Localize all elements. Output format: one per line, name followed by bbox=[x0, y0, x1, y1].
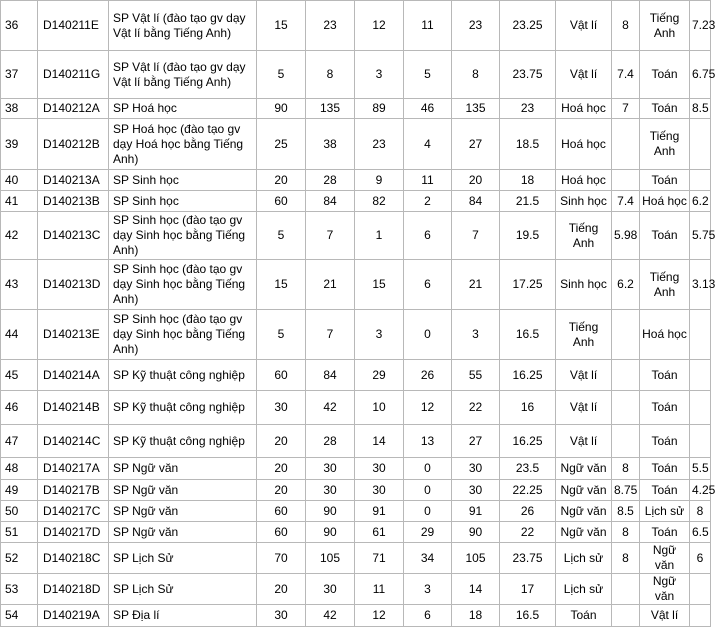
row-number-cell: 49 bbox=[1, 480, 38, 501]
quota-cell: 60 bbox=[257, 191, 306, 212]
admitted-1-cell: 3 bbox=[355, 51, 404, 99]
row-number-cell: 43 bbox=[1, 260, 38, 310]
admitted-total-cell: 20 bbox=[452, 170, 500, 191]
course-name-cell: SP Ngữ văn bbox=[109, 458, 257, 480]
subject-2-cell: Tiếng Anh bbox=[640, 260, 690, 310]
subject-2-cell: Toán bbox=[640, 391, 690, 425]
subject-2-score-cell bbox=[690, 119, 711, 170]
admitted-total-cell: 84 bbox=[452, 191, 500, 212]
table-row bbox=[1, 51, 711, 99]
row-number-cell: 37 bbox=[1, 51, 38, 99]
subject-1-score-cell: 8 bbox=[612, 1, 640, 51]
course-code-cell: D140219A bbox=[38, 605, 109, 627]
course-name-cell: SP Sinh học bbox=[109, 191, 257, 212]
admitted-2-cell: 11 bbox=[404, 1, 452, 51]
course-code-cell: D140217B bbox=[38, 480, 109, 501]
course-code-cell: D140218D bbox=[38, 574, 109, 605]
subject-1-cell: Toán bbox=[556, 605, 612, 627]
course-name-cell: SP Lịch Sử bbox=[109, 543, 257, 574]
subject-1-cell: Tiếng Anh bbox=[556, 212, 612, 260]
course-name-cell: SP Lịch Sử bbox=[109, 574, 257, 605]
row-number-cell: 50 bbox=[1, 501, 38, 522]
registered-cell: 7 bbox=[306, 212, 355, 260]
subject-2-cell: Hoá học bbox=[640, 191, 690, 212]
admitted-1-cell: 10 bbox=[355, 391, 404, 425]
table-row bbox=[1, 260, 711, 310]
quota-cell: 20 bbox=[257, 170, 306, 191]
subject-1-cell: Ngữ văn bbox=[556, 458, 612, 480]
admitted-total-cell: 22 bbox=[452, 391, 500, 425]
cutoff-score-cell: 22 bbox=[500, 522, 556, 543]
admitted-total-cell: 3 bbox=[452, 310, 500, 360]
row-number-cell: 54 bbox=[1, 605, 38, 627]
cutoff-score-cell: 16.5 bbox=[500, 310, 556, 360]
table-row bbox=[1, 501, 711, 522]
cutoff-score-cell: 16.5 bbox=[500, 605, 556, 627]
course-code-cell: D140211E bbox=[38, 1, 109, 51]
admitted-total-cell: 55 bbox=[452, 360, 500, 391]
subject-2-cell: Tiếng Anh bbox=[640, 119, 690, 170]
row-number-cell: 36 bbox=[1, 1, 38, 51]
admitted-1-cell: 89 bbox=[355, 99, 404, 119]
subject-2-cell: Toán bbox=[640, 99, 690, 119]
admitted-1-cell: 91 bbox=[355, 501, 404, 522]
course-name-cell: SP Sinh học (đào tạo gv dạy Sinh học bằng Tiếng Anh) bbox=[109, 310, 257, 360]
admitted-1-cell: 29 bbox=[355, 360, 404, 391]
subject-2-score-cell: 3.13 bbox=[690, 260, 711, 310]
subject-2-score-cell bbox=[690, 391, 711, 425]
cutoff-score-cell: 16.25 bbox=[500, 360, 556, 391]
row-number-cell: 44 bbox=[1, 310, 38, 360]
table-row bbox=[1, 310, 711, 360]
row-number-cell: 52 bbox=[1, 543, 38, 574]
subject-1-score-cell: 7.4 bbox=[612, 191, 640, 212]
cutoff-score-cell: 21.5 bbox=[500, 191, 556, 212]
registered-cell: 21 bbox=[306, 260, 355, 310]
course-code-cell: D140213E bbox=[38, 310, 109, 360]
row-number-cell: 47 bbox=[1, 425, 38, 458]
subject-1-cell: Vật lí bbox=[556, 51, 612, 99]
subject-2-cell: Lịch sử bbox=[640, 501, 690, 522]
table-row bbox=[1, 391, 711, 425]
subject-2-cell: Toán bbox=[640, 170, 690, 191]
subject-2-cell: Toán bbox=[640, 51, 690, 99]
table-row bbox=[1, 119, 711, 170]
table-row bbox=[1, 458, 711, 480]
course-code-cell: D140218C bbox=[38, 543, 109, 574]
registered-cell: 105 bbox=[306, 543, 355, 574]
registered-cell: 90 bbox=[306, 501, 355, 522]
admitted-total-cell: 23 bbox=[452, 1, 500, 51]
table-row bbox=[1, 543, 711, 574]
subject-1-score-cell: 8 bbox=[612, 458, 640, 480]
quota-cell: 5 bbox=[257, 212, 306, 260]
admitted-2-cell: 0 bbox=[404, 458, 452, 480]
admitted-1-cell: 30 bbox=[355, 480, 404, 501]
admitted-total-cell: 21 bbox=[452, 260, 500, 310]
subject-1-cell: Hoá học bbox=[556, 99, 612, 119]
registered-cell: 84 bbox=[306, 191, 355, 212]
subject-2-cell: Toán bbox=[640, 425, 690, 458]
subject-2-score-cell: 6 bbox=[690, 543, 711, 574]
table-row bbox=[1, 574, 711, 605]
subject-2-cell: Toán bbox=[640, 480, 690, 501]
subject-1-score-cell: 8.5 bbox=[612, 501, 640, 522]
admitted-total-cell: 30 bbox=[452, 458, 500, 480]
quota-cell: 15 bbox=[257, 260, 306, 310]
cutoff-score-cell: 23.75 bbox=[500, 543, 556, 574]
quota-cell: 30 bbox=[257, 391, 306, 425]
quota-cell: 5 bbox=[257, 51, 306, 99]
admitted-total-cell: 30 bbox=[452, 480, 500, 501]
quota-cell: 20 bbox=[257, 574, 306, 605]
row-number-cell: 38 bbox=[1, 99, 38, 119]
subject-1-score-cell: 5.98 bbox=[612, 212, 640, 260]
row-number-cell: 42 bbox=[1, 212, 38, 260]
table-row bbox=[1, 170, 711, 191]
course-code-cell: D140214B bbox=[38, 391, 109, 425]
admitted-2-cell: 26 bbox=[404, 360, 452, 391]
admitted-1-cell: 11 bbox=[355, 574, 404, 605]
registered-cell: 8 bbox=[306, 51, 355, 99]
subject-2-score-cell: 6.75 bbox=[690, 51, 711, 99]
course-code-cell: D140217D bbox=[38, 522, 109, 543]
row-number-cell: 51 bbox=[1, 522, 38, 543]
subject-1-score-cell: 6.2 bbox=[612, 260, 640, 310]
course-name-cell: SP Vật lí (đào tạo gv dạy Vật lí bằng Tiếng Anh) bbox=[109, 51, 257, 99]
subject-2-cell: Tiếng Anh bbox=[640, 1, 690, 51]
table-row bbox=[1, 425, 711, 458]
course-name-cell: SP Địa lí bbox=[109, 605, 257, 627]
course-code-cell: D140213D bbox=[38, 260, 109, 310]
subject-1-cell: Hoá học bbox=[556, 119, 612, 170]
cutoff-score-cell: 16.25 bbox=[500, 425, 556, 458]
subject-1-cell: Vật lí bbox=[556, 391, 612, 425]
subject-2-cell: Toán bbox=[640, 522, 690, 543]
cutoff-score-cell: 18.5 bbox=[500, 119, 556, 170]
admitted-total-cell: 90 bbox=[452, 522, 500, 543]
admitted-1-cell: 61 bbox=[355, 522, 404, 543]
admitted-2-cell: 0 bbox=[404, 480, 452, 501]
subject-1-cell: Ngữ văn bbox=[556, 522, 612, 543]
subject-2-score-cell bbox=[690, 360, 711, 391]
subject-1-score-cell: 7.4 bbox=[612, 51, 640, 99]
admitted-1-cell: 9 bbox=[355, 170, 404, 191]
quota-cell: 5 bbox=[257, 310, 306, 360]
quota-cell: 60 bbox=[257, 501, 306, 522]
course-name-cell: SP Hoá học (đào tạo gv dạy Hoá học bằng Tiếng Anh) bbox=[109, 119, 257, 170]
subject-1-cell: Ngữ văn bbox=[556, 501, 612, 522]
subject-1-score-cell bbox=[612, 574, 640, 605]
course-name-cell: SP Hoá học bbox=[109, 99, 257, 119]
subject-1-score-cell: 8.75 bbox=[612, 480, 640, 501]
registered-cell: 42 bbox=[306, 391, 355, 425]
subject-2-score-cell: 6.2 bbox=[690, 191, 711, 212]
admitted-total-cell: 27 bbox=[452, 119, 500, 170]
admitted-2-cell: 3 bbox=[404, 574, 452, 605]
course-name-cell: SP Ngữ văn bbox=[109, 480, 257, 501]
table-row bbox=[1, 99, 711, 119]
quota-cell: 60 bbox=[257, 360, 306, 391]
subject-2-score-cell bbox=[690, 310, 711, 360]
registered-cell: 90 bbox=[306, 522, 355, 543]
course-name-cell: SP Sinh học (đào tạo gv dạy Sinh học bằng Tiếng Anh) bbox=[109, 212, 257, 260]
registered-cell: 135 bbox=[306, 99, 355, 119]
subject-2-score-cell bbox=[690, 425, 711, 458]
row-number-cell: 46 bbox=[1, 391, 38, 425]
admitted-total-cell: 135 bbox=[452, 99, 500, 119]
course-name-cell: SP Ngữ văn bbox=[109, 522, 257, 543]
subject-1-score-cell bbox=[612, 360, 640, 391]
registered-cell: 28 bbox=[306, 170, 355, 191]
cutoff-score-cell: 16 bbox=[500, 391, 556, 425]
course-name-cell: SP Sinh học (đào tạo gv dạy Sinh học bằng Tiếng Anh) bbox=[109, 260, 257, 310]
row-number-cell: 53 bbox=[1, 574, 38, 605]
cutoff-score-cell: 22.25 bbox=[500, 480, 556, 501]
cutoff-score-cell: 23 bbox=[500, 99, 556, 119]
cutoff-score-cell: 23.25 bbox=[500, 1, 556, 51]
registered-cell: 84 bbox=[306, 360, 355, 391]
course-name-cell: SP Kỹ thuật công nghiệp bbox=[109, 391, 257, 425]
course-name-cell: SP Ngữ văn bbox=[109, 501, 257, 522]
subject-1-score-cell bbox=[612, 119, 640, 170]
table-row bbox=[1, 605, 711, 627]
subject-2-score-cell bbox=[690, 574, 711, 605]
subject-2-score-cell bbox=[690, 170, 711, 191]
subject-1-cell: Tiếng Anh bbox=[556, 310, 612, 360]
admitted-1-cell: 71 bbox=[355, 543, 404, 574]
admitted-2-cell: 4 bbox=[404, 119, 452, 170]
subject-1-cell: Ngữ văn bbox=[556, 480, 612, 501]
admitted-2-cell: 29 bbox=[404, 522, 452, 543]
subject-1-score-cell: 7 bbox=[612, 99, 640, 119]
quota-cell: 60 bbox=[257, 522, 306, 543]
subject-1-cell: Vật lí bbox=[556, 360, 612, 391]
table-row bbox=[1, 1, 711, 51]
quota-cell: 90 bbox=[257, 99, 306, 119]
cutoff-score-cell: 18 bbox=[500, 170, 556, 191]
subject-2-cell: Toán bbox=[640, 360, 690, 391]
course-code-cell: D140213C bbox=[38, 212, 109, 260]
subject-1-score-cell bbox=[612, 310, 640, 360]
subject-2-score-cell: 8 bbox=[690, 501, 711, 522]
admitted-2-cell: 5 bbox=[404, 51, 452, 99]
course-code-cell: D140212A bbox=[38, 99, 109, 119]
subject-1-cell: Sinh học bbox=[556, 260, 612, 310]
cutoff-score-cell: 23.5 bbox=[500, 458, 556, 480]
registered-cell: 30 bbox=[306, 574, 355, 605]
admitted-1-cell: 1 bbox=[355, 212, 404, 260]
table-row bbox=[1, 191, 711, 212]
course-code-cell: D140214C bbox=[38, 425, 109, 458]
subject-1-cell: Lịch sử bbox=[556, 574, 612, 605]
admitted-2-cell: 6 bbox=[404, 605, 452, 627]
table-body bbox=[1, 1, 715, 627]
admitted-2-cell: 46 bbox=[404, 99, 452, 119]
row-number-cell: 41 bbox=[1, 191, 38, 212]
registered-cell: 30 bbox=[306, 480, 355, 501]
table-row bbox=[1, 360, 711, 391]
admitted-1-cell: 23 bbox=[355, 119, 404, 170]
quota-cell: 25 bbox=[257, 119, 306, 170]
table-row bbox=[1, 480, 711, 501]
admitted-2-cell: 2 bbox=[404, 191, 452, 212]
admitted-2-cell: 13 bbox=[404, 425, 452, 458]
admitted-total-cell: 18 bbox=[452, 605, 500, 627]
subject-1-score-cell: 8 bbox=[612, 543, 640, 574]
quota-cell: 20 bbox=[257, 480, 306, 501]
row-number-cell: 48 bbox=[1, 458, 38, 480]
course-code-cell: D140217C bbox=[38, 501, 109, 522]
subject-1-cell: Sinh học bbox=[556, 191, 612, 212]
row-number-cell: 40 bbox=[1, 170, 38, 191]
subject-2-score-cell bbox=[690, 605, 711, 627]
subject-1-cell: Lịch sử bbox=[556, 543, 612, 574]
admitted-total-cell: 14 bbox=[452, 574, 500, 605]
subject-1-score-cell bbox=[612, 425, 640, 458]
subject-2-score-cell: 8.5 bbox=[690, 99, 711, 119]
subject-2-cell: Ngữ văn bbox=[640, 543, 690, 574]
subject-2-score-cell: 4.25 bbox=[690, 480, 711, 501]
table-row bbox=[1, 212, 711, 260]
cutoff-score-cell: 17 bbox=[500, 574, 556, 605]
cutoff-score-cell: 26 bbox=[500, 501, 556, 522]
course-name-cell: SP Sinh học bbox=[109, 170, 257, 191]
subject-1-cell: Hoá học bbox=[556, 170, 612, 191]
subject-1-score-cell bbox=[612, 391, 640, 425]
subject-2-cell: Vật lí bbox=[640, 605, 690, 627]
admitted-1-cell: 82 bbox=[355, 191, 404, 212]
quota-cell: 20 bbox=[257, 425, 306, 458]
registered-cell: 7 bbox=[306, 310, 355, 360]
course-name-cell: SP Kỹ thuật công nghiệp bbox=[109, 425, 257, 458]
course-code-cell: D140214A bbox=[38, 360, 109, 391]
course-code-cell: D140211G bbox=[38, 51, 109, 99]
quota-cell: 70 bbox=[257, 543, 306, 574]
admitted-1-cell: 12 bbox=[355, 605, 404, 627]
registered-cell: 38 bbox=[306, 119, 355, 170]
cutoff-score-cell: 17.25 bbox=[500, 260, 556, 310]
registered-cell: 30 bbox=[306, 458, 355, 480]
subject-2-score-cell: 5.5 bbox=[690, 458, 711, 480]
admitted-total-cell: 105 bbox=[452, 543, 500, 574]
subject-2-cell: Toán bbox=[640, 212, 690, 260]
admitted-2-cell: 12 bbox=[404, 391, 452, 425]
cutoff-score-cell: 23.75 bbox=[500, 51, 556, 99]
admitted-total-cell: 8 bbox=[452, 51, 500, 99]
admitted-2-cell: 11 bbox=[404, 170, 452, 191]
course-code-cell: D140213B bbox=[38, 191, 109, 212]
subject-1-score-cell: 8 bbox=[612, 522, 640, 543]
subject-1-cell: Vật lí bbox=[556, 425, 612, 458]
course-name-cell: SP Kỹ thuật công nghiệp bbox=[109, 360, 257, 391]
registered-cell: 23 bbox=[306, 1, 355, 51]
row-number-cell: 39 bbox=[1, 119, 38, 170]
subject-2-score-cell: 6.5 bbox=[690, 522, 711, 543]
admitted-1-cell: 3 bbox=[355, 310, 404, 360]
admitted-total-cell: 91 bbox=[452, 501, 500, 522]
quota-cell: 15 bbox=[257, 1, 306, 51]
registered-cell: 42 bbox=[306, 605, 355, 627]
admitted-1-cell: 30 bbox=[355, 458, 404, 480]
admitted-1-cell: 15 bbox=[355, 260, 404, 310]
course-code-cell: D140213A bbox=[38, 170, 109, 191]
course-name-cell: SP Vật lí (đào tạo gv dạy Vật lí bằng Tiếng Anh) bbox=[109, 1, 257, 51]
admitted-2-cell: 0 bbox=[404, 501, 452, 522]
admitted-2-cell: 34 bbox=[404, 543, 452, 574]
subject-1-cell: Vật lí bbox=[556, 1, 612, 51]
admitted-total-cell: 7 bbox=[452, 212, 500, 260]
admitted-2-cell: 6 bbox=[404, 212, 452, 260]
subject-1-score-cell bbox=[612, 170, 640, 191]
subject-2-cell: Toán bbox=[640, 458, 690, 480]
admitted-total-cell: 27 bbox=[452, 425, 500, 458]
subject-2-score-cell: 7.23 bbox=[690, 1, 711, 51]
subject-2-score-cell: 5.75 bbox=[690, 212, 711, 260]
row-number-cell: 45 bbox=[1, 360, 38, 391]
subject-2-cell: Ngữ văn bbox=[640, 574, 690, 605]
quota-cell: 20 bbox=[257, 458, 306, 480]
subject-1-score-cell bbox=[612, 605, 640, 627]
admitted-1-cell: 14 bbox=[355, 425, 404, 458]
subject-2-cell: Hoá học bbox=[640, 310, 690, 360]
quota-cell: 30 bbox=[257, 605, 306, 627]
course-code-cell: D140217A bbox=[38, 458, 109, 480]
course-code-cell: D140212B bbox=[38, 119, 109, 170]
admitted-1-cell: 12 bbox=[355, 1, 404, 51]
cutoff-score-cell: 19.5 bbox=[500, 212, 556, 260]
admitted-2-cell: 0 bbox=[404, 310, 452, 360]
admitted-2-cell: 6 bbox=[404, 260, 452, 310]
table-row bbox=[1, 522, 711, 543]
registered-cell: 28 bbox=[306, 425, 355, 458]
